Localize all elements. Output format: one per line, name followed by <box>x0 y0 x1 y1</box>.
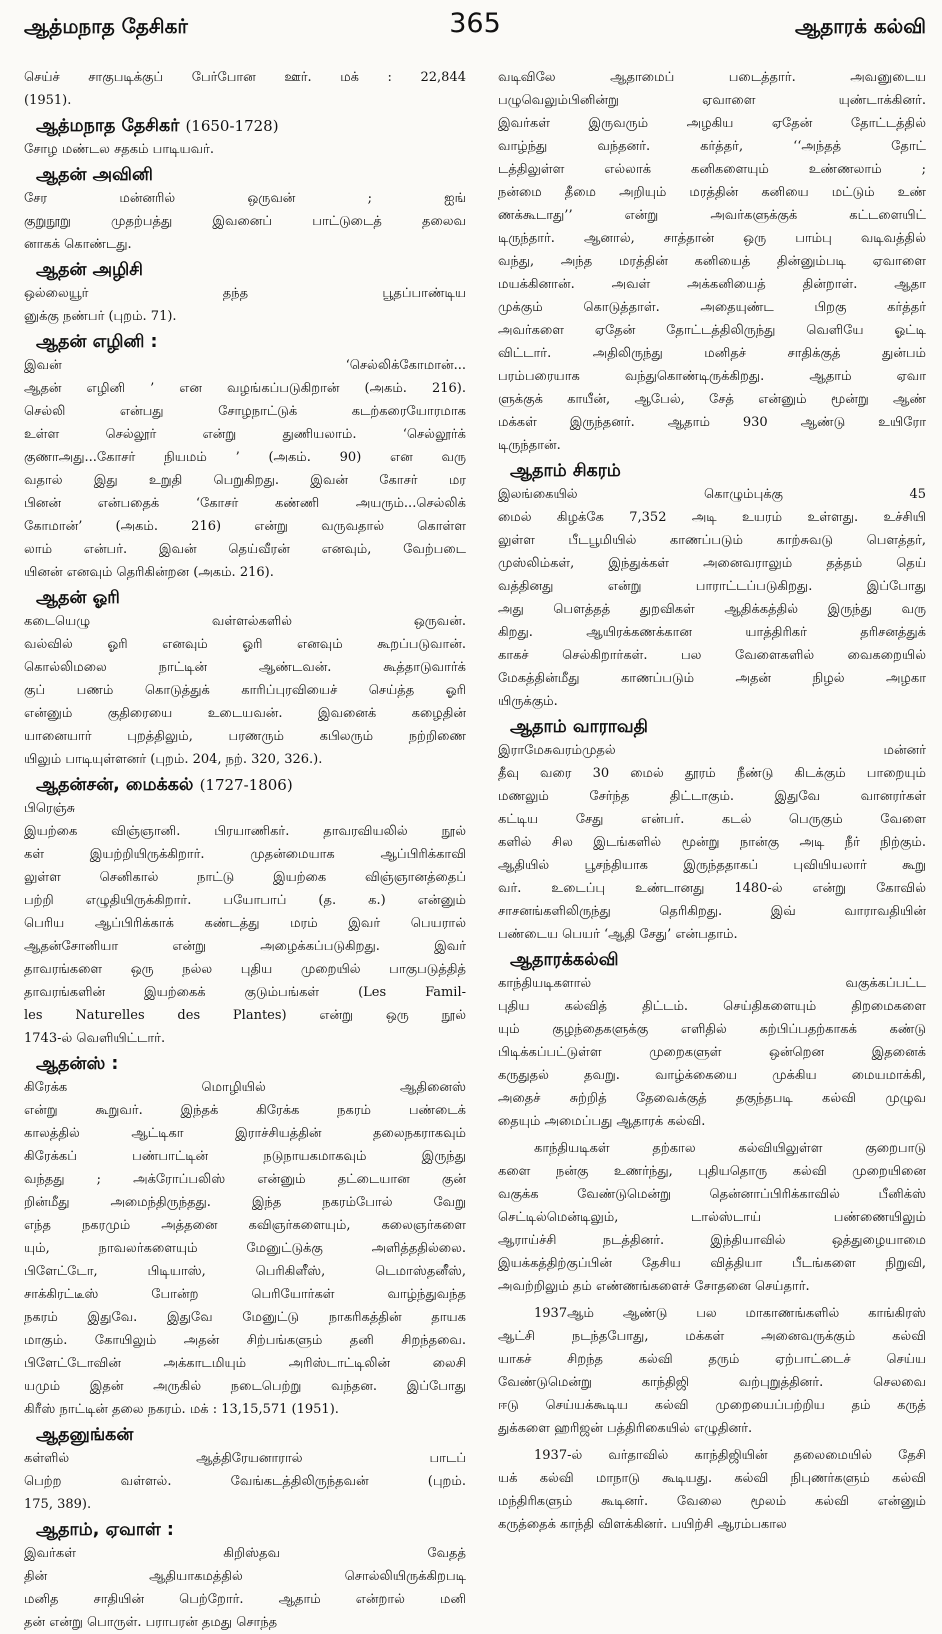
text-line: வேண்டுமென்று காந்திஜி வற்புறுத்தினர். செலவை <box>498 1375 926 1390</box>
text-line: மாகும். கோயிலும் அதன் சிற்பங்களும் தனி சிறந்தவை. <box>24 1333 466 1348</box>
text-line: இயக்கத்திற்குப்பின் தேசிய வித்தியா பீடங்களை நிறுவி, <box>498 1256 926 1271</box>
text-line: செல்லி என்பது சோழநாட்டுக் கடற்கரையோரமாக <box>24 404 466 419</box>
text-line: றின்மீது அமைந்திருந்தது. இந்த நகரம்போல் வேறு <box>24 1195 466 1210</box>
text-line: உள்ள செல்லூர் என்று துணியலாம். ‘செல்லூர்க் <box>24 427 466 442</box>
basic-education-para-3 <box>498 1302 926 1440</box>
entry-athens <box>24 1054 466 1421</box>
text-line: மைல் கிழக்கே 7,352 அடி உயரம் உள்ளது. உச்சியி <box>498 510 926 525</box>
text-line: தையும் அமைப்பது ஆதாரக் கல்வி. <box>498 1114 706 1129</box>
text-line: வந்தது ; அக்ரோப்பலிஸ் என்னும் தட்டையான குன் <box>24 1172 466 1187</box>
text-line: காந்தியடிகள் தற்கால கல்வியிலுள்ள குறைபாடு <box>534 1141 926 1156</box>
text-line: மயக்கினான். அவள் அக்கனியைத் தின்றாள். ஆதா <box>498 277 926 292</box>
text-line: யக் கல்வி மாநாடு கூடியது. கல்வி நிபுணர்களும் கல்வி <box>498 1471 926 1486</box>
text-line: வகுக்க வேண்டுமென்று தென்னாப்பிரிக்காவில் பீனிக்ஸ் <box>498 1187 926 1202</box>
text-line: கட்டிய சேது என்பர். கடல் பெருகும் வேளை <box>498 812 926 827</box>
text-line: பிரெஞ்சு <box>24 801 76 816</box>
text-line: தின் ஆதியாகமத்தில் சொல்லியிருக்கிறபடி <box>24 1569 466 1584</box>
text-line: டிருந்தார். ஆனால், சாத்தான் ஒரு பாம்பு வடிவத்தில் <box>498 231 926 246</box>
text-line: பிளேட்டோ, பிடியாஸ், பெரிகிளீஸ், டெமாஸ்தனீஸ், <box>24 1264 466 1279</box>
text-line: யாகச் சிறந்த கல்வி தரும் ஏற்பாட்டைச் செய்ய <box>498 1352 926 1367</box>
text-line: (1951). <box>24 93 72 108</box>
text-line: les Naturelles des Plantes) என்று ஒரு நூல் <box>24 1008 466 1023</box>
entry-heading <box>24 116 466 138</box>
entry-heading <box>24 1520 466 1542</box>
text-line: யும், நாவலர்களையும் மேனுட்டுக்கு அளித்ததில்லை. <box>24 1241 466 1256</box>
basic-education-para-4 <box>498 1444 926 1536</box>
text-line: ஆராய்ச்சி நடத்தினர். இந்தியாவில் ஒத்துழையாமை <box>498 1233 926 1248</box>
entry-title: ஆதாம் வாராவதி <box>510 717 649 737</box>
text-line: பிடிக்கப்பட்டுள்ள முறைகளுள் ஒன்றென இதனைக் <box>498 1045 926 1060</box>
text-line: மணலும் சேர்ந்த திட்டாகும். இதுவே வானரர்கள் <box>498 789 926 804</box>
text-line: ளுக்குக் காயீன், ஆபேல், சேத் என்னும் மூன்று ஆண் <box>498 392 926 407</box>
entry-title: ஆதன்சன், மைக்கல் <box>36 775 194 795</box>
text-line: அது பௌத்தத் துறவிகள் ஆதிக்கத்தில் இருந்து வரு <box>498 602 926 617</box>
text-line: பெரிய ஆப்பிரிக்காக் கண்டத்து மரம் இவர் பெயரால் <box>24 916 466 931</box>
text-line: காந்தியடிகளால் வகுக்கப்பட்ட <box>498 976 926 991</box>
text-line: நகரம் இதுவே. இதுவே மேனுட்டு நாகரிகத்தின் தாயக <box>24 1310 466 1325</box>
entry-basic-education <box>498 950 926 1133</box>
basic-education-para-2 <box>498 1137 926 1298</box>
entry-heading <box>24 332 466 354</box>
text-line: சாசனங்களிலிருந்து தெரிகிறது. இவ் வாராவதியின் <box>498 904 926 919</box>
entry-athan-ezhini <box>24 332 466 584</box>
entry-heading <box>24 775 466 797</box>
text-line: களில் சில இடங்களில் மூன்று நான்கு அடி நீர் நிற்கும். <box>498 835 926 850</box>
entry-dates: (1727-1806) <box>199 776 293 794</box>
text-line: இவன் ‘செல்லிக்கோமான்... <box>24 358 466 373</box>
right-column <box>498 66 926 1532</box>
adam-eve-continued <box>498 66 926 457</box>
entry-athanungan <box>24 1425 466 1516</box>
text-line: குப் பணம் கொடுத்துக் காரிப்புரவியைச் செய்த்த ஓரி <box>24 683 466 698</box>
text-line: னுக்கு நண்பர் (புறம். 71). <box>24 309 177 324</box>
text-line: அவர்களை ஏதேன் தோட்டத்திலிருந்து வெளியே ஓட்டி <box>498 323 926 338</box>
text-line: 1743-ல் வெளியிட்டார். <box>24 1031 166 1046</box>
text-line: ஆதியில் பூசந்தியாக இருந்ததாகப் புவியியலார் கூறு <box>498 858 926 873</box>
text-line: ஆட்சி நடந்தபோது, மக்கள் அனைவருக்கும் கல்வி <box>498 1329 926 1344</box>
text-line: பற்றி எழுதியிருக்கிறார். பயோபாப் (த. க.) என்னும் <box>24 893 466 908</box>
text-line: என்னும் குதிரையை உடையவன். இவனைக் கழைதின் <box>24 706 466 721</box>
entry-adam-eve <box>24 1520 466 1634</box>
text-line: பண்டைய பெயர் ‘ஆதி சேது’ என்பதாம். <box>498 927 738 942</box>
entry-heading <box>24 260 466 282</box>
text-line: ஆதன் எழினி ’ என வழங்கப்படுகிறான் (அகம். 216). <box>24 381 466 396</box>
text-line: இவர்கள் கிறிஸ்தவ வேதத் <box>24 1546 466 1561</box>
text-line: காகச் செல்கிறார்கள். பல வேளைகளில் வைகறையில் <box>498 648 926 663</box>
text-line: காலத்தில் ஆட்டிகா இராச்சியத்தின் தலைநகராகவும் <box>24 1126 466 1141</box>
text-line: வடிவிலே ஆதாமைப் படைத்தார். அவனுடைய <box>498 70 926 85</box>
text-line: பிளேட்டோவின் அக்காடமியும் அரிஸ்டாட்டிலின் லைசி <box>24 1356 466 1371</box>
entry-athmanatha-desikar <box>24 116 466 161</box>
text-line: கிரேக்க மொழியில் ஆதினைஸ் <box>24 1080 466 1095</box>
text-line: யமும் இதன் அருகில் நடைபெற்று வந்தன. இப்போது <box>24 1379 466 1394</box>
entry-title: ஆதாம் சிகரம் <box>510 461 621 481</box>
entry-adams-bridge <box>498 717 926 946</box>
text-line: இராமேசுவரம்முதல் மன்னர் <box>498 743 926 758</box>
text-line: கருதுதல் தவறு. வாழ்க்கையை முக்கிய மையமாக்கி, <box>498 1068 926 1083</box>
text-line: மனித சாதியின் பெற்றோர். ஆதாம் என்றால் மனி <box>24 1592 466 1607</box>
entry-title: ஆதன்ஸ் : <box>36 1054 119 1074</box>
text-line: நன்மை தீமை அறியும் மரத்தின் கனியை மட்டும் உண் <box>498 185 926 200</box>
text-line: லுள்ள செனிகால் நாட்டு இயற்கை விஞ்ஞானத்தைப் <box>24 870 466 885</box>
text-line: சேர மன்னரில் ஒருவன் ; ஐங் <box>24 191 466 206</box>
text-line: தாவரங்களை ஒரு நல்ல புதிய முறையில் பாகுபடுத்தித் <box>24 962 466 977</box>
left-column <box>24 66 466 1630</box>
entry-heading <box>498 717 926 739</box>
entry-athan-ori <box>24 588 466 771</box>
text-line: எந்த நகரமும் அத்தனை கவிஞர்களையும், கலைஞர்களை <box>24 1218 466 1233</box>
text-line: கிரீஸ் நாட்டின் தலை நகரம். மக் : 13,15,571 (1951). <box>24 1402 339 1417</box>
text-line: அவற்றிலும் தம் எண்ணங்களைச் சோதனை செய்தார். <box>498 1279 810 1294</box>
text-line: வந்து, அந்த மரத்தின் கனியைத் தின்னும்படி ஏவாளை <box>498 254 926 269</box>
text-line: யிருக்கும். <box>498 694 558 709</box>
text-line: இயற்கை விஞ்ஞானி. பிரயாணிகர். தாவரவியலில் நூல் <box>24 824 466 839</box>
entry-title: ஆத்மநாத தேசிகர் <box>36 116 180 136</box>
text-line: லுள்ள பீடபூமியில் காணப்படும் காற்சுவடு பௌத்தர், <box>498 533 926 548</box>
text-line: கள்ளில் ஆத்திரேயனாரால் பாடப் <box>24 1451 466 1466</box>
running-head-left: ஆத்மநாத தேசிகர் <box>24 14 188 38</box>
text-line: சாக்கிரட்டீஸ் போன்ற பெரியோர்கள் வாழ்ந்துவந்த <box>24 1287 466 1302</box>
text-line: செட்டில்மென்டிலும், டால்ஸ்டாய் பண்ணையிலும் <box>498 1210 926 1225</box>
text-line: பழுவெலும்பினின்று ஏவாளை யுண்டாக்கினர். <box>498 93 926 108</box>
entry-heading <box>498 461 926 483</box>
text-line: பரம்பரையாக வந்துகொண்டிருக்கிறது. ஆதாம் ஏவா <box>498 369 926 384</box>
text-line: முக்கும் கொடுத்தாள். அதையுண்ட பிறகு கர்த்தர் <box>498 300 926 315</box>
entry-adams-peak <box>498 461 926 713</box>
entry-title: ஆதாரக்கல்வி <box>510 950 619 970</box>
text-line: னாகக் கொண்டது. <box>24 237 132 252</box>
text-line: கிறது. ஆயிரக்கணக்கான யாத்திரிகர் தரிசனத்துக் <box>498 625 926 640</box>
running-head-right: ஆதாரக் கல்வி <box>794 14 926 38</box>
text-line: யானையார் புறத்திலும், பரணரும் கபிலரும் நற்றிணை <box>24 729 466 744</box>
text-line: ணக்கூடாது’’ என்று அவர்களுக்குக் கட்டளையிட் <box>498 208 926 223</box>
intro-text <box>24 66 466 112</box>
text-line: குறுநூறு முதற்பத்து இவனைப் பாட்டுடைத் தலைவ <box>24 214 466 229</box>
entry-heading <box>24 165 466 187</box>
text-line: என்று கூறுவர். இந்தக் கிரேக்க நகரம் பண்டைக் <box>24 1103 466 1118</box>
text-line: கொல்லிமலை நாட்டின் ஆண்டவன். கூத்தாடுவார்க் <box>24 660 466 675</box>
text-line: வத்தினது என்று பாராட்டப்படுகிறது. இப்போது <box>498 579 926 594</box>
entry-athan-azhisi <box>24 260 466 328</box>
text-line: வர். உடைப்பு உண்டானது 1480-ல் என்று கோவில் <box>498 881 926 896</box>
text-line: கருத்தைக் காந்தி விளக்கினர். பயிற்சி ஆரம்பகால <box>498 1517 787 1532</box>
text-line: லாம் என்பர். இவன் தெய்வீரன் எனவும், வேற்படை <box>24 542 466 557</box>
entry-title: ஆதன் எழினி : <box>36 332 158 352</box>
text-line: 175, 389). <box>24 1497 92 1512</box>
entry-title: ஆதன் ஓரி <box>36 588 120 608</box>
text-line: மந்திரிகளும் கூடினர். வேலை மூலம் கல்வி என்னும் <box>498 1494 926 1509</box>
text-line: தீவு வரை 30 மைல் தூரம் நீண்டு கிடக்கும் பாறையும் <box>498 766 926 781</box>
text-line: இவர்கள் இருவரும் அழகிய ஏதேன் தோட்டத்தில் <box>498 116 926 131</box>
page-number: 365 <box>449 8 501 39</box>
text-line: சோழ மண்டல சதகம் பாடியவர். <box>24 142 214 157</box>
text-line: கோமான்’ (அகம். 216) என்று வருவதால் கொள்ள <box>24 519 466 534</box>
entry-dates: (1650-1728) <box>185 117 279 135</box>
entry-athanson-michael <box>24 775 466 1050</box>
text-line: செய்ச் சாகுபடிக்குப் பேர்போன ஊர். மக் : 22,844 <box>24 70 466 85</box>
text-line: டத்திலுள்ள எல்லாக் கனிகளையும் உண்ணலாம் ; <box>498 162 926 177</box>
entry-title: ஆதாம், ஏவாள் : <box>36 1520 174 1540</box>
page-header <box>24 8 926 48</box>
text-line: தாவரங்களின் இயற்கைக் குடும்பங்கள் (Les Famil- <box>24 985 466 1000</box>
text-line: புதிய கல்வித் திட்டம். செய்திகளையும் திறமைகளை <box>498 999 926 1014</box>
text-line: 1937ஆம் ஆண்டு பல மாகாணங்களில் காங்கிரஸ் <box>534 1306 926 1321</box>
text-line: ஒல்லையூர் தந்த பூதப்பாண்டிய <box>24 286 466 301</box>
text-line: பெற்ற வள்ளல். வேங்கடத்திலிருந்தவன் (புறம். <box>24 1474 466 1489</box>
entry-heading <box>498 950 926 972</box>
entry-title: ஆதன் அவினி <box>36 165 153 185</box>
text-line: யும் குழந்தைகளுக்கு எளிதில் கற்பிப்பதற்காகக் கண்டு <box>498 1022 926 1037</box>
text-line: வாழ்ந்து வந்தனர். கர்த்தர், ‘‘அந்தத் தோட் <box>498 139 926 154</box>
entry-athan-avini <box>24 165 466 256</box>
text-line: களை நன்கு உணர்ந்து, புதியதொரு கல்வி முறையினை <box>498 1164 926 1179</box>
text-line: மேகத்தின்மீது காணப்படும் அதன் நிழல் அழகா <box>498 671 926 686</box>
text-line: பினன் என்பதைக் ‘கோசர் கண்ணி அயரும்...செல்லிக் <box>24 496 466 511</box>
text-line: 1937-ல் வர்தாவில் காந்திஜியின் தலைமையில் தேசி <box>534 1448 926 1463</box>
text-line: துக்களை ஹரிஜன் பத்திரிகையில் எழுதினர். <box>498 1421 753 1436</box>
text-line: தன் என்று பொருள். பராபரன் தமது சொந்த <box>24 1615 278 1630</box>
text-line: டிருந்தான். <box>498 438 561 453</box>
entry-heading <box>24 1425 466 1447</box>
entry-title: ஆதனுங்கன் <box>36 1425 134 1445</box>
entry-heading <box>24 1054 466 1076</box>
text-line: ஈடு செய்யக்கூடிய கல்வி முறையைப்பற்றிய தம் கருத் <box>498 1398 926 1413</box>
text-line: இலங்கையில் கொழும்புக்கு 45 <box>498 487 926 502</box>
text-line: ஆதன்சோனியா என்று அழைக்கப்படுகிறது. இவர் <box>24 939 466 954</box>
entry-heading <box>24 588 466 610</box>
text-line: வதால் இது உறுதி பெறுகிறது. இவன் கோசர் மர <box>24 473 466 488</box>
text-line: மக்கள் இருந்தனர். ஆதாம் 930 ஆண்டு உயிரோ <box>498 415 926 430</box>
entry-title: ஆதன் அழிசி <box>36 260 143 280</box>
text-line: வல்வில் ஓரி எனவும் ஓரி எனவும் கூறப்படுவான். <box>24 637 466 652</box>
text-line: முஸ்லிம்கள், இந்துக்கள் அனைவராலும் தத்தம் தெய் <box>498 556 926 571</box>
text-line: யிலும் பாடியுள்ளனர் (புறம். 204, நற். 320, 326.). <box>24 752 323 767</box>
text-line: கிரேக்கப் பண்பாட்டின் நடுநாயகமாகவும் இருந்து <box>24 1149 466 1164</box>
text-line: யினன் எனவும் தெரிகின்றன (அகம். 216). <box>24 565 274 580</box>
text-line: அதைச் சுற்றித் தேவைக்குத் தகுந்தபடி கல்வி முழுவ <box>498 1091 926 1106</box>
text-line: விட்டார். அதிலிருந்து மனிதச் சாதிக்குத் துன்பம் <box>498 346 926 361</box>
text-line: கள் இயற்றியிருக்கிறார். முதன்மையாக ஆப்பிரிக்காவி <box>24 847 466 862</box>
text-line: குணாஅது...கோசர் நியமம் ’ (அகம். 90) என வரு <box>24 450 466 465</box>
text-line: கடையெழு வள்ளல்களில் ஒருவன். <box>24 614 466 629</box>
